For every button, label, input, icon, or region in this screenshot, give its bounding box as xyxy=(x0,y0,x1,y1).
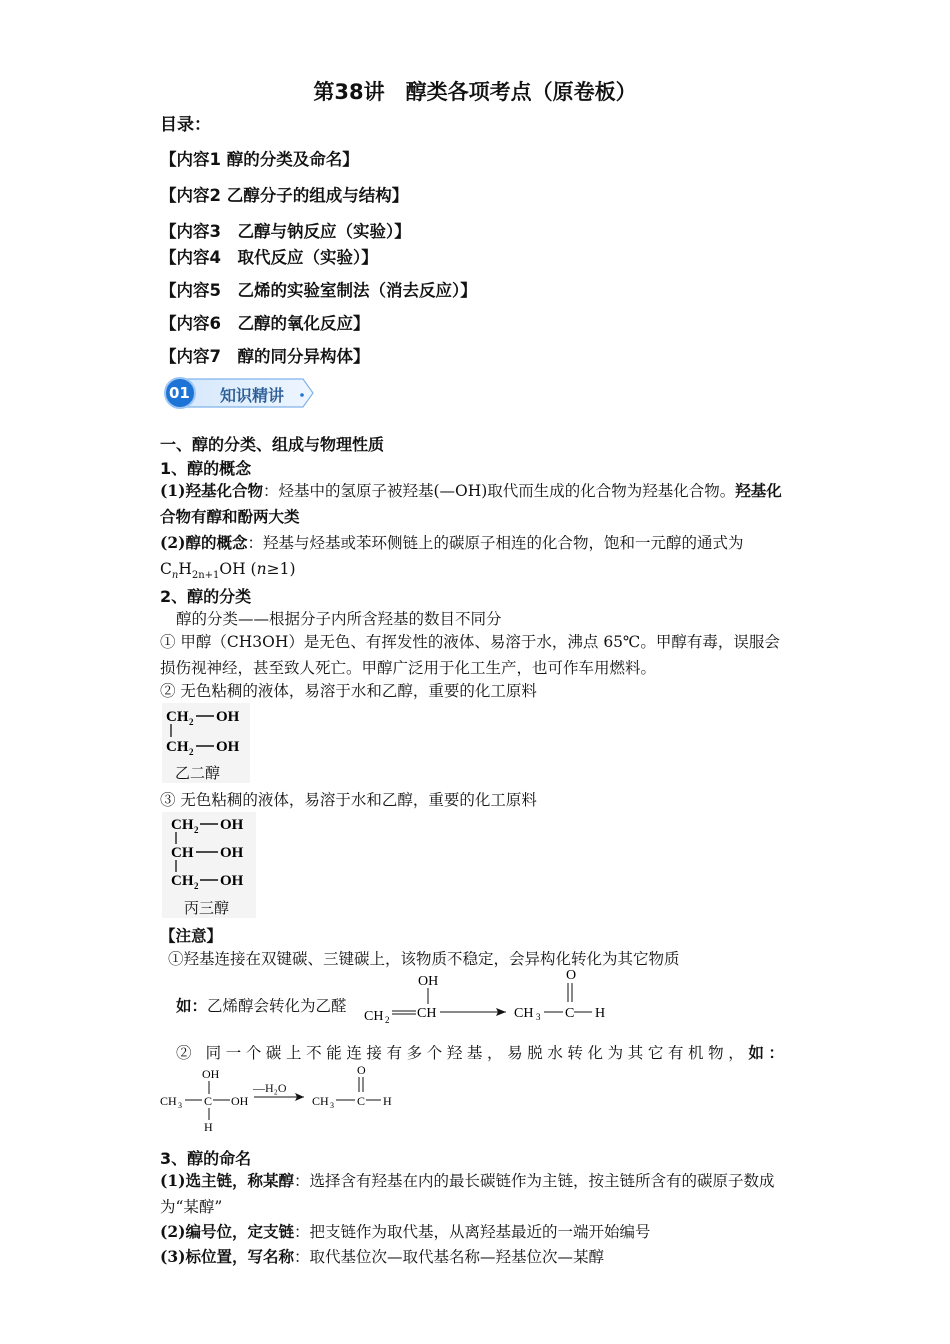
svg-text:CH: CH xyxy=(166,709,189,725)
toc-heading: 目录： xyxy=(160,115,211,135)
naming-heading: 3、醇的命名 xyxy=(160,1149,252,1168)
toc-item-2[interactable]: 【内容2 乙醇分子的组成与结构】 xyxy=(160,186,409,205)
svg-text:2: 2 xyxy=(194,825,199,835)
dehydration-scheme xyxy=(160,1064,410,1136)
general-formula: $C_nH_{2n+1}OH$ (n≥1) xyxy=(160,560,296,582)
svg-text:H: H xyxy=(204,1120,213,1134)
item-glycerol: ③ 无色粘稠的液体，易溶于水和乙醇，重要的化工原料 xyxy=(160,791,537,809)
svg-text:OH: OH xyxy=(418,974,439,989)
toc-item-5[interactable]: 【内容5 乙烯的实验室制法（消去反应）】 xyxy=(160,281,477,300)
svg-text:O: O xyxy=(357,1064,366,1077)
toc-item-1[interactable]: 【内容1 醇的分类及命名】 xyxy=(160,150,359,169)
note-heading: 【注意】 xyxy=(160,926,223,945)
svg-text:2: 2 xyxy=(189,747,194,757)
banner-label: 知识精讲 xyxy=(220,386,285,405)
svg-text:OH: OH xyxy=(202,1067,220,1081)
note-1: ①羟基连接在双键碳、三键碳上，该物质不稳定，会异构化转化为其它物质 xyxy=(168,950,680,968)
vinyl-alcohol-scheme xyxy=(360,966,620,1026)
paragraph-hydroxyl-compound xyxy=(160,478,792,530)
page-title: 第38讲 醇类各项考点（原卷板） xyxy=(313,80,637,104)
p1-text: ：烃基中的氢原子被羟基(—OH)取代而生成的化合物为羟基化合物。 xyxy=(262,482,736,500)
naming-rule-1: (1)选主链，称某醇：选择含有羟基在内的最长碳链作为主链，按主链所含有的碳原子数成为“某醇” xyxy=(160,1171,775,1216)
svg-text:OH: OH xyxy=(220,873,244,889)
p1-bold: 羟基化合物有醇和酚两大类 xyxy=(160,481,782,526)
note1-example: 如：乙烯醇会转化为乙醛 xyxy=(176,996,347,1015)
svg-text:CH: CH xyxy=(417,1006,437,1021)
svg-text:3: 3 xyxy=(330,1101,334,1110)
svg-text:CH: CH xyxy=(364,1009,384,1024)
p2-label: (2)醇的概念 xyxy=(160,533,248,552)
svg-text:C: C xyxy=(565,1006,575,1021)
toc-item-4[interactable]: 【内容4 取代反应（实验）】 xyxy=(160,248,378,267)
classification-intro: 醇的分类——根据分子内所含羟基的数目不同分 xyxy=(176,610,502,628)
section-heading: 一、醇的分类、组成与物理性质 xyxy=(160,435,385,454)
svg-text:OH: OH xyxy=(220,845,244,861)
svg-text:2: 2 xyxy=(385,1015,390,1025)
svg-text:CH: CH xyxy=(160,1094,177,1108)
svg-text:2: 2 xyxy=(189,717,194,727)
svg-text:CH: CH xyxy=(171,817,194,833)
svg-text:H: H xyxy=(595,1006,606,1021)
concept-heading: 1、醇的概念 xyxy=(160,459,252,478)
toc-item-6[interactable]: 【内容6 乙醇的氧化反应】 xyxy=(160,314,370,333)
svg-text:C: C xyxy=(357,1094,366,1108)
glycerol-label: 丙三醇 xyxy=(184,899,230,917)
item-methanol: ① 甲醇（CH3OH）是无色、有挥发性的液体、易溶于水，沸点 65℃。甲醇有毒，误服会损伤视神经，甚至致人死亡。甲醇广泛用于化工生产，也可作车用燃料。 xyxy=(160,633,780,677)
item-glycol: ② 无色粘稠的液体，易溶于水和乙醇，重要的化工原料 xyxy=(160,682,537,700)
classification-heading: 2、醇的分类 xyxy=(160,587,252,606)
svg-text:O: O xyxy=(566,968,577,983)
note-2: ② 同一个碳上不能连接有多个羟基，易脱水转化为其它有机物，如： xyxy=(176,1043,789,1062)
svg-text:OH: OH xyxy=(216,709,240,725)
svg-text:OH: OH xyxy=(216,739,240,755)
svg-text:OH: OH xyxy=(220,817,244,833)
svg-text:CH: CH xyxy=(171,873,194,889)
p1-label: (1)羟基化合物 xyxy=(160,481,263,500)
svg-text:3: 3 xyxy=(178,1101,182,1110)
glycol-label: 乙二醇 xyxy=(175,764,221,782)
dehydration-condition: —H₂O xyxy=(253,1081,287,1095)
svg-text:3: 3 xyxy=(536,1012,541,1022)
svg-text:2: 2 xyxy=(194,881,199,891)
svg-text:OH: OH xyxy=(231,1094,249,1108)
p2-text: ：羟基与烃基或苯环侧链上的碳原子相连的化合物，饱和一元醇的通式为 xyxy=(247,534,744,552)
svg-text:CH: CH xyxy=(514,1006,534,1021)
svg-text:CH: CH xyxy=(171,845,194,861)
naming-rule-2: (2)编号位，定支链：把支链作为取代基，从离羟基最近的一端开始编号 xyxy=(160,1222,651,1241)
svg-text:C: C xyxy=(204,1094,213,1108)
svg-text:CH: CH xyxy=(166,739,189,755)
svg-text:CH: CH xyxy=(312,1094,329,1108)
toc-item-3[interactable]: 【内容3 乙醇与钠反应（实验）】 xyxy=(160,222,411,241)
banner-number: 01 xyxy=(169,384,190,402)
paragraph-alcohol-concept xyxy=(160,530,792,589)
toc-item-7[interactable]: 【内容7 醇的同分异构体】 xyxy=(160,347,370,366)
svg-text:H: H xyxy=(383,1094,392,1108)
naming-rule-3: (3)标位置，写名称：取代基位次—取代基名称—羟基位次—某醇 xyxy=(160,1247,604,1266)
